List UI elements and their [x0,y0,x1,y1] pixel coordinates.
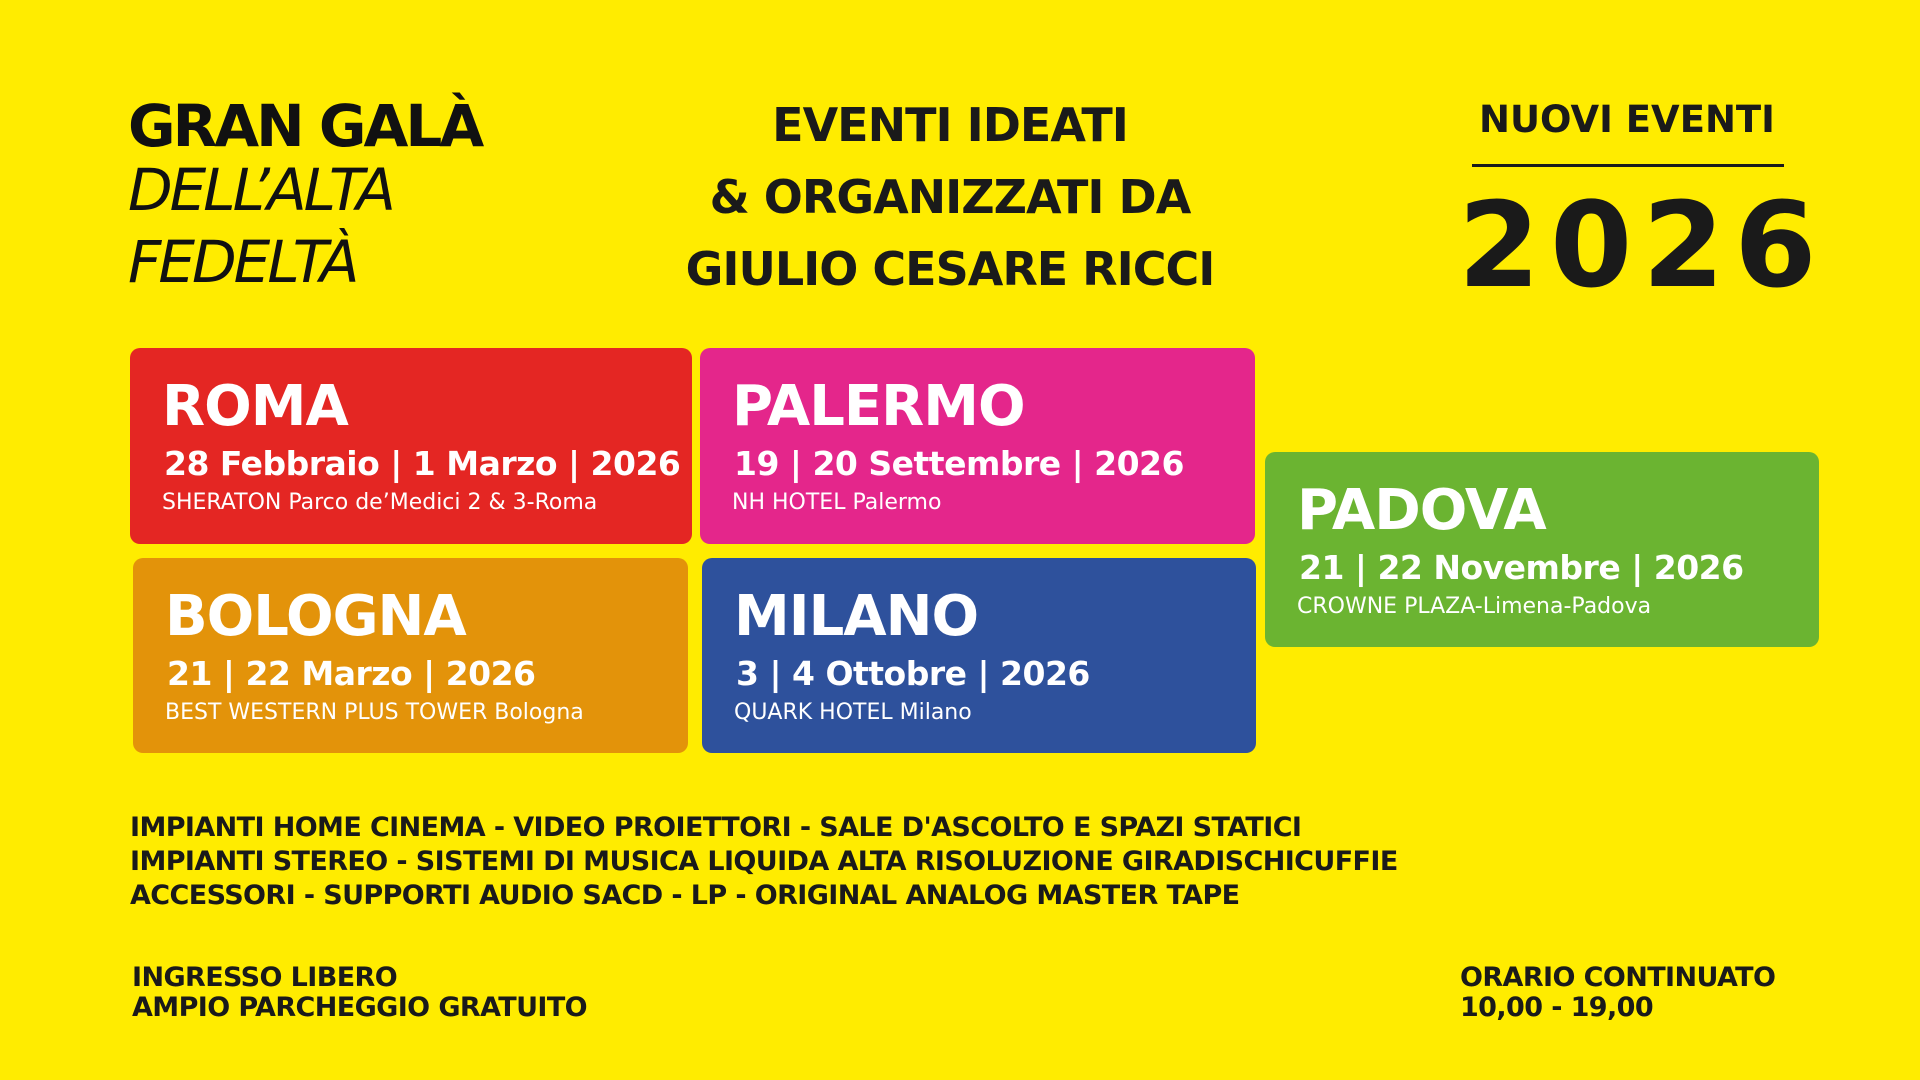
organizer-line-1: EVENTI IDEATI [772,98,1128,152]
event-venue: BEST WESTERN PLUS TOWER Bologna [165,700,584,725]
event-venue: CROWNE PLAZA-Limena-Padova [1297,594,1652,619]
organizer-line-3: GIULIO CESARE RICCI [685,242,1215,296]
event-venue: NH HOTEL Palermo [732,490,942,515]
title-line-3: FEDELTÀ [128,228,357,296]
new-events-label: NUOVI EVENTI [1479,98,1775,141]
event-venue: QUARK HOTEL Milano [734,700,972,725]
year-label: 2026 [1458,176,1827,314]
opening-hours-label: ORARIO CONTINUATO [1460,962,1776,993]
products-line-3: ACCESSORI - SUPPORTI AUDIO SACD - LP - ORIGINAL ANALOG MASTER TAPE [130,880,1240,911]
event-dates: 21 | 22 Marzo | 2026 [167,654,536,693]
event-dates: 21 | 22 Novembre | 2026 [1299,548,1744,587]
event-card-roma [130,348,692,544]
title-line-1: GRAN GALÀ [128,92,482,160]
event-dates: 28 Febbraio | 1 Marzo | 2026 [164,444,681,483]
event-dates: 19 | 20 Settembre | 2026 [734,444,1184,483]
event-card-palermo [700,348,1255,544]
products-line-2: IMPIANTI STEREO - SISTEMI DI MUSICA LIQUIDA ALTA RISOLUZIONE GIRADISCHICUFFIE [130,846,1398,877]
products-line-1: IMPIANTI HOME CINEMA - VIDEO PROIETTORI - SALE D'ASCOLTO E SPAZI STATICI [130,812,1302,843]
event-card-padova [1265,452,1819,647]
event-venue: SHERATON Parco de’Medici 2 & 3-Roma [162,490,598,515]
event-city: PALERMO [732,374,1025,439]
event-card-bologna [133,558,688,753]
event-city: BOLOGNA [165,584,466,649]
event-city: PADOVA [1297,478,1546,543]
organizer-line-2: & ORGANIZZATI DA [709,170,1191,224]
new-events-divider [1472,164,1784,167]
event-city: ROMA [162,374,348,439]
event-card-milano [702,558,1256,753]
event-city: MILANO [734,584,979,649]
event-dates: 3 | 4 Ottobre | 2026 [736,654,1090,693]
title-line-2: DELL’ALTA [128,156,393,224]
free-entry-label: INGRESSO LIBERO [132,962,398,993]
free-parking-label: AMPIO PARCHEGGIO GRATUITO [132,992,588,1023]
opening-hours-value: 10,00 - 19,00 [1460,992,1654,1023]
